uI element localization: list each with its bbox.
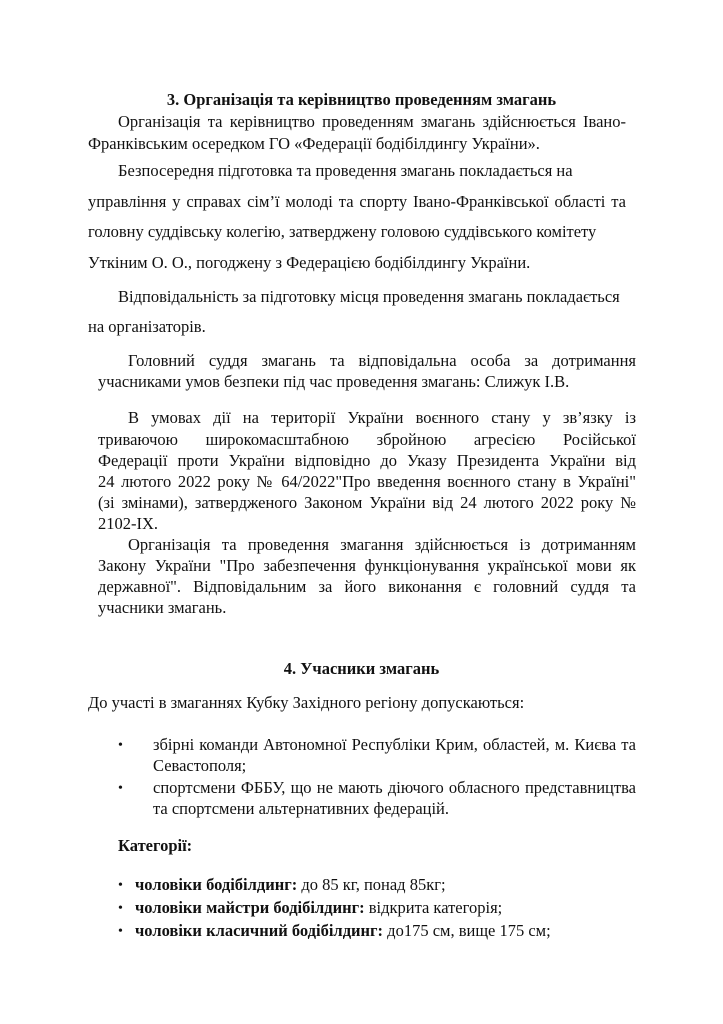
bullet-icon: • xyxy=(118,924,123,939)
list-item xyxy=(135,875,446,895)
paragraph-line: Організація та проведення змагання здійснюється із дотриманням xyxy=(128,535,636,554)
paragraph-line: на організаторів. xyxy=(88,317,206,336)
section-4-heading: 4. Учасники змагань xyxy=(283,659,440,678)
category-label: чоловіки класичний бодібілдинг: xyxy=(135,921,384,940)
section-3-heading: 3. Організація та керівництво проведенням змагань xyxy=(166,90,557,109)
participants-intro: До участі в змаганнях Кубку Західного регіону допускаються: xyxy=(88,693,525,712)
list-item xyxy=(135,921,551,941)
bullet-icon: • xyxy=(118,738,123,753)
paragraph-line: Організація та керівництво проведенням змагань здійснюється Івано- xyxy=(118,112,626,131)
categories-heading: Категорії: xyxy=(118,836,193,855)
paragraph-line: 2102-ІХ. xyxy=(98,514,159,533)
bullet-icon: • xyxy=(118,781,123,796)
paragraph-line: Безпосередня підготовка та проведення змагань покладається на xyxy=(118,161,573,180)
category-text: до 85 кг, понад 85кг; xyxy=(297,875,446,894)
paragraph-line: Франківським осередком ГО «Федерації бодібілдингу України». xyxy=(88,134,540,153)
category-text: відкрита категорія; xyxy=(364,898,503,917)
category-text: до175 см, вище 175 см; xyxy=(383,921,551,940)
paragraph-line: 24 лютого 2022 року № 64/2022"Про введення воєнного стану в Україні" xyxy=(98,472,636,491)
bullet-icon: • xyxy=(118,901,123,916)
paragraph-line: Відповідальність за підготовку місця проведення змагань покладається xyxy=(118,287,620,306)
list-item: збірні команди Автономної Республіки Крим, областей, м. Києва та xyxy=(153,735,636,754)
list-item: Севастополя; xyxy=(153,756,247,775)
paragraph-line: учасники змагань. xyxy=(98,598,227,617)
bullet-icon: • xyxy=(118,878,123,893)
paragraph-line: управління у справах сім’ї молоді та спорту Івано-Франківської області та xyxy=(88,192,626,211)
list-item: спортсмени ФББУ, що не мають діючого обласного представництва xyxy=(153,778,636,797)
paragraph-line: учасниками умов безпеки під час проведення змагань: Слижук І.В. xyxy=(98,372,570,391)
paragraph-line: державної". Відповідальним за його виконання є головний суддя та xyxy=(98,577,636,596)
paragraph-line: головну суддівську колегію, затверджену головою суддівського комітету xyxy=(88,222,597,241)
paragraph-line: триваючою широкомасштабною збройною агресією Російської xyxy=(98,430,636,449)
list-item xyxy=(135,898,502,918)
category-label: чоловіки бодібілдинг: xyxy=(135,875,298,894)
paragraph-line: Закону України "Про забезпечення функціонування української мови як xyxy=(98,556,636,575)
paragraph-line: Уткіним О. О., погоджену з Федерацією бодібілдингу України. xyxy=(88,253,531,272)
category-label: чоловіки майстри бодібілдинг: xyxy=(135,898,365,917)
paragraph-line: В умовах дії на території України воєнного стану у зв’язку із xyxy=(128,408,636,427)
paragraph-line: (зі змінами), затвердженого Законом України від 24 лютого 2022 року № xyxy=(98,493,636,512)
paragraph-line: Федерації проти України відповідно до Указу Президента України від xyxy=(98,451,636,470)
paragraph-line: Головний суддя змагань та відповідальна особа за дотримання xyxy=(128,351,636,370)
list-item: та спортсмени альтернативних федерацій. xyxy=(153,799,450,818)
